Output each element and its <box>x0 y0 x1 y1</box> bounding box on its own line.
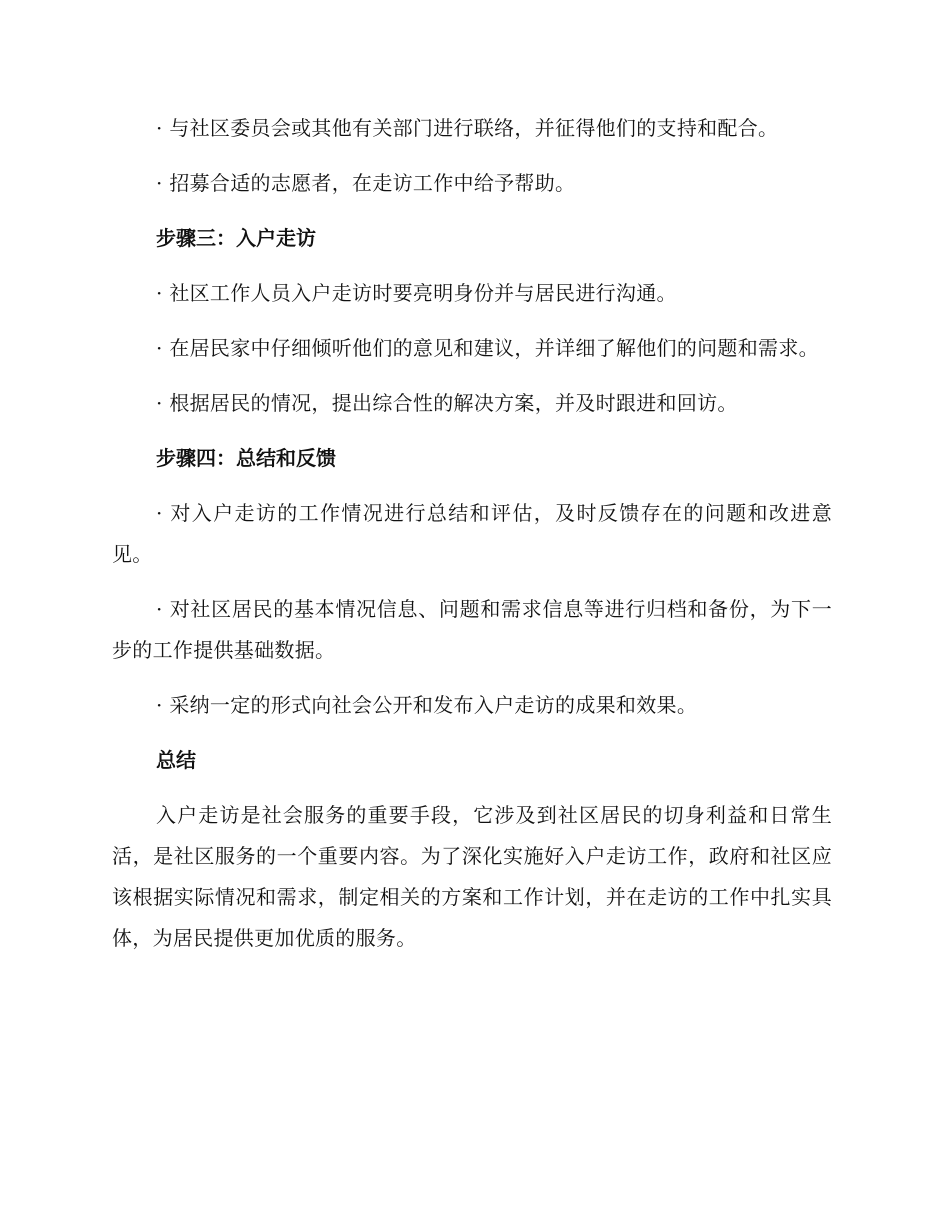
bullet-paragraph: · 对社区居民的基本情况信息、问题和需求信息等进行归档和备份，为下一步的工作提供基础数据。 <box>112 597 832 662</box>
document-page <box>112 108 832 973</box>
bullet-paragraph: · 与社区委员会或其他有关部门进行联络，并征得他们的支持和配合。 <box>156 116 779 140</box>
section-heading-summary: 总结 <box>156 748 196 772</box>
bullet-paragraph: · 在居民家中仔细倾听他们的意见和建议，并详细了解他们的问题和需求。 <box>156 336 819 360</box>
bullet-paragraph: · 招募合适的志愿者，在走访工作中给予帮助。 <box>156 171 576 195</box>
summary-paragraph: 入户走访是社会服务的重要手段，它涉及到社区居民的切身利益和日常生活，是社区服务的一个重要内容。为了深化实施好入户走访工作，政府和社区应该根据实际情况和需求，制定相关的方案和工作计划，并在走访的工作中扎实具体，为居民提供更加优质的服务。 <box>112 803 832 950</box>
bullet-paragraph: · 根据居民的情况，提出综合性的解决方案，并及时跟进和回访。 <box>156 391 738 415</box>
bullet-paragraph: · 采纳一定的形式向社会公开和发布入户走访的成果和效果。 <box>156 693 698 717</box>
bullet-paragraph: · 对入户走访的工作情况进行总结和评估，及时反馈存在的问题和改进意见。 <box>112 501 832 566</box>
section-heading-step-four: 步骤四：总结和反馈 <box>156 446 336 470</box>
section-heading-step-three: 步骤三：入户走访 <box>156 226 316 250</box>
bullet-paragraph: · 社区工作人员入户走访时要亮明身份并与居民进行沟通。 <box>156 281 677 305</box>
